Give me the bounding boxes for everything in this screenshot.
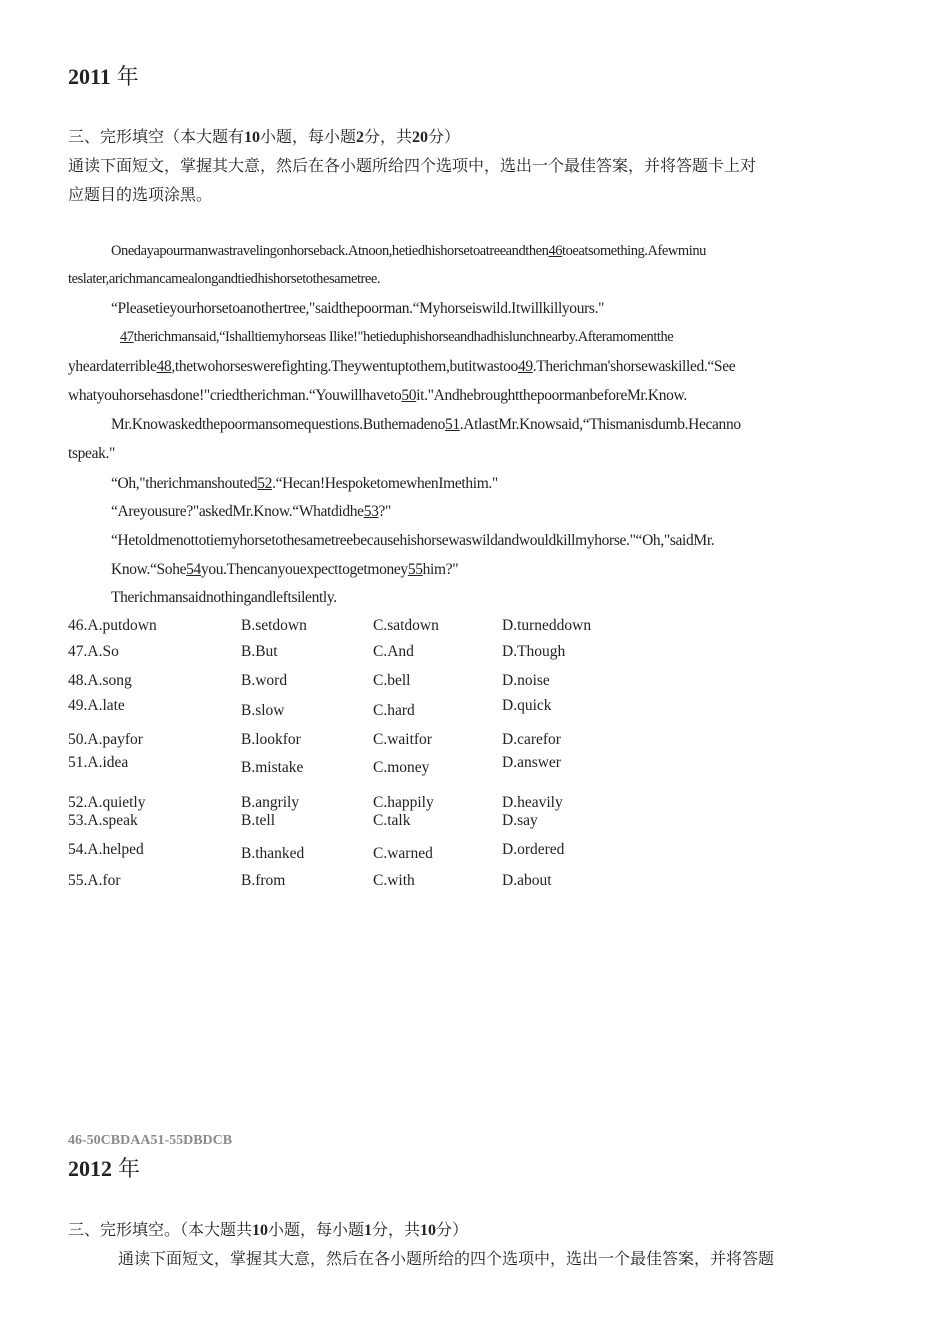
option-50-b: B.lookfor (241, 731, 301, 748)
option-52-d: D.heavily (502, 794, 563, 811)
option-48-c: C.bell (373, 672, 411, 689)
option-46-c: C.satdown (373, 617, 439, 634)
blank-53: 53 (363, 503, 379, 520)
option-47-d: D.Though (502, 643, 566, 660)
option-47-c: C.And (373, 643, 414, 660)
blank-47: 47 (120, 329, 134, 345)
option-46-b: B.setdown (241, 617, 307, 634)
option-48-d: D.noise (502, 672, 550, 689)
option-54-a: 54.A.helped (68, 841, 144, 858)
option-50-c: C.waitfor (373, 731, 432, 748)
passage-line-3: “Pleasetieyourhorsetoanothertree,"saidthepoorman.“Myhorseiswild.Itwillkillyours." (111, 300, 605, 317)
section-instruction-2012: 三、完形填空。（本大题共10小题，每小题1分，共10分） (68, 1220, 469, 1239)
passage-line-2: teslater,arichmancamealongandtiedhishorsetothesametree. (68, 271, 381, 287)
passage-line-10: “Areyousure?"askedMr.Know.“Whatdidhe53?" (111, 503, 392, 520)
answer-key-2011: 46-50CBDAA51-55DBDCB (68, 1133, 233, 1148)
blank-54: 54 (186, 561, 201, 578)
year-heading-2012: 2012 年 (68, 1156, 141, 1181)
option-49-d: D.quick (502, 697, 552, 714)
passage-line-8: tspeak." (68, 445, 115, 462)
option-50-a: 50.A.payfor (68, 731, 143, 748)
directions-line-2: 应题目的选项涂黑。 (68, 185, 213, 204)
option-55-c: C.with (373, 872, 415, 889)
option-53-a: 53.A.speak (68, 812, 138, 829)
year-heading-2011: 2011 年 (68, 64, 139, 89)
blank-46: 46 (548, 243, 563, 259)
option-54-b: B.thanked (241, 845, 305, 862)
blank-51: 51 (444, 416, 460, 433)
option-51-d: D.answer (502, 754, 561, 771)
option-51-b: B.mistake (241, 759, 304, 776)
option-47-b: B.But (241, 643, 278, 660)
passage-line-12: Know.“Sohe54you.Thencanyouexpecttogetmoney55him?" (111, 561, 459, 578)
passage-line-9: “Oh,"therichmanshouted52.“Hecan!HespoketomewhenImethim." (111, 475, 498, 492)
blank-48: 48 (156, 358, 172, 375)
blank-55: 55 (407, 561, 423, 578)
option-51-a: 51.A.idea (68, 754, 129, 771)
option-53-b: B.tell (241, 812, 276, 829)
option-46-d: D.turneddown (502, 617, 592, 634)
blank-52: 52 (257, 475, 273, 492)
option-53-d: D.say (502, 812, 538, 829)
option-49-c: C.hard (373, 702, 415, 719)
passage-line-1: Onedayapourmanwastravelingonhorseback.Atnoon,hetiedhishorsetoatreeandthen46toeatsomething.Afewminu (111, 243, 706, 259)
option-52-b: B.angrily (241, 794, 300, 811)
directions-2012-line-1: 通读下面短文，掌握其大意，然后在各小题所给的四个选项中，选出一个最佳答案，并将答题 (118, 1249, 775, 1268)
option-51-c: C.money (373, 759, 430, 776)
option-52-a: 52.A.quietly (68, 794, 146, 811)
option-47-a: 47.A.So (68, 643, 119, 660)
option-48-b: B.word (241, 672, 288, 689)
option-53-c: C.talk (373, 812, 411, 829)
option-48-a: 48.A.song (68, 672, 132, 689)
passage-line-4: 47therichmansaid,“Ishalltiemyhorseas Ilike!"hetieduphishorseandhadhislunchnearby.Afteramomentthe (120, 329, 674, 345)
option-55-a: 55.A.for (68, 872, 121, 889)
option-54-c: C.warned (373, 845, 433, 862)
option-49-b: B.slow (241, 702, 285, 719)
option-55-d: D.about (502, 872, 552, 889)
option-55-b: B.from (241, 872, 286, 889)
option-49-a: 49.A.late (68, 697, 125, 714)
passage-line-11: “Hetoldmenottotiemyhorsetothesametreebecausehishorsewaswildandwouldkillmyhorse."“Oh,"saidMr. (111, 532, 715, 549)
option-46-a: 46.A.putdown (68, 617, 157, 634)
directions-line-1: 通读下面短文，掌握其大意，然后在各小题所给四个选项中，选出一个最佳答案，并将答题卡上对 (68, 156, 757, 175)
blank-50: 50 (401, 387, 417, 404)
passage-line-5: yheardaterrible48,thetwohorseswerefighting.Theywentuptothem,butitwastoo49.Therichman'shorsewaskilled.“See (68, 358, 736, 375)
option-50-d: D.carefor (502, 731, 561, 748)
passage-line-6: whatyouhorsehasdone!"criedtherichman.“Youwillhaveto50it."AndhebroughtthepoormanbeforeMr.Know. (68, 387, 687, 404)
section-instruction-2011: 三、完形填空（本大题有10小题，每小题2分，共20分） (68, 127, 461, 146)
passage-line-13: Therichmansaidnothingandleftsilently. (111, 589, 337, 606)
passage-line-7: Mr.Knowaskedthepoormansomequestions.Buthemadeno51.AtlastMr.Knowsaid,“Thismanisdumb.Hecanno (111, 416, 741, 433)
blank-49: 49 (517, 358, 533, 375)
option-52-c: C.happily (373, 794, 434, 811)
option-54-d: D.ordered (502, 841, 565, 858)
